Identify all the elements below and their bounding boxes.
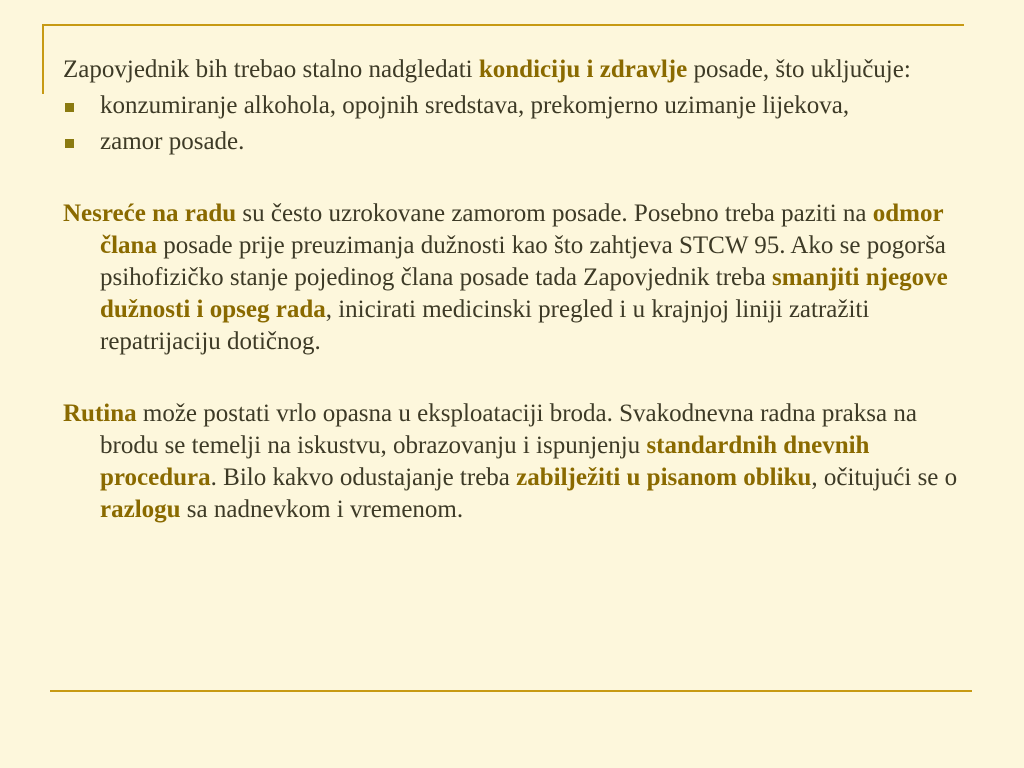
routine-text-2: . Bilo kakvo odustajanje treba [210,464,517,491]
routine-emphasis-4: razlogu [100,496,181,523]
frame-top-line [42,24,964,26]
intro-paragraph [63,54,963,86]
accidents-emphasis-2: odmor člana [100,200,944,259]
routine-text-1: može postati vrlo opasna u eksploataciji broda. Svakodnevna radna praksa na brodu se temelji na iskustvu, obrazovanju i ispunjenju [100,400,917,459]
frame-left-line [42,24,44,94]
routine-emphasis-2: standardnih dnevnih procedura [100,432,870,491]
accidents-emphasis-3: smanjiti njegove dužnosti i opseg rada [100,264,948,323]
bullet-text: konzumiranje alkohola, opojnih sredstava, prekomjerno uzimanje lijekova, [100,92,850,119]
accidents-emphasis-1: Nesreće na radu [63,200,237,227]
square-bullet-icon [65,139,74,148]
routine-emphasis-3: zabilježiti u pisanom obliku [516,464,812,491]
frame-bottom-line [50,690,972,692]
accidents-text-1: su često uzrokovane zamorom posade. Posebno treba paziti na [236,200,873,227]
intro-emphasis: kondiciju i zdravlje [478,56,688,83]
routine-paragraph [63,398,963,526]
bullet-text: zamor posade. [100,128,245,155]
accidents-text-3: , inicirati medicinski pregled i u krajnjoj liniji zatražiti repatrijaciju dotičnog. [100,296,870,355]
routine-emphasis-1: Rutina [63,400,137,427]
slide-content [63,54,963,526]
square-bullet-icon [65,103,74,112]
intro-text-1: Zapovjednik bih trebao stalno nadgledati [63,56,479,83]
routine-text-3: , očitujući se o [811,464,958,491]
accidents-paragraph [63,198,963,358]
bullet-item-fatigue [63,126,963,158]
bullet-item-alcohol [63,90,963,122]
accidents-text-2: posade prije preuzimanja dužnosti kao što zahtjeva STCW 95. Ako se pogorša psihofizičko stanje pojedinog člana posade tada Zapovjednik treba [100,232,946,291]
routine-text-4: sa nadnevkom i vremenom. [180,496,464,523]
intro-text-2: posade, što uključuje: [687,56,911,83]
